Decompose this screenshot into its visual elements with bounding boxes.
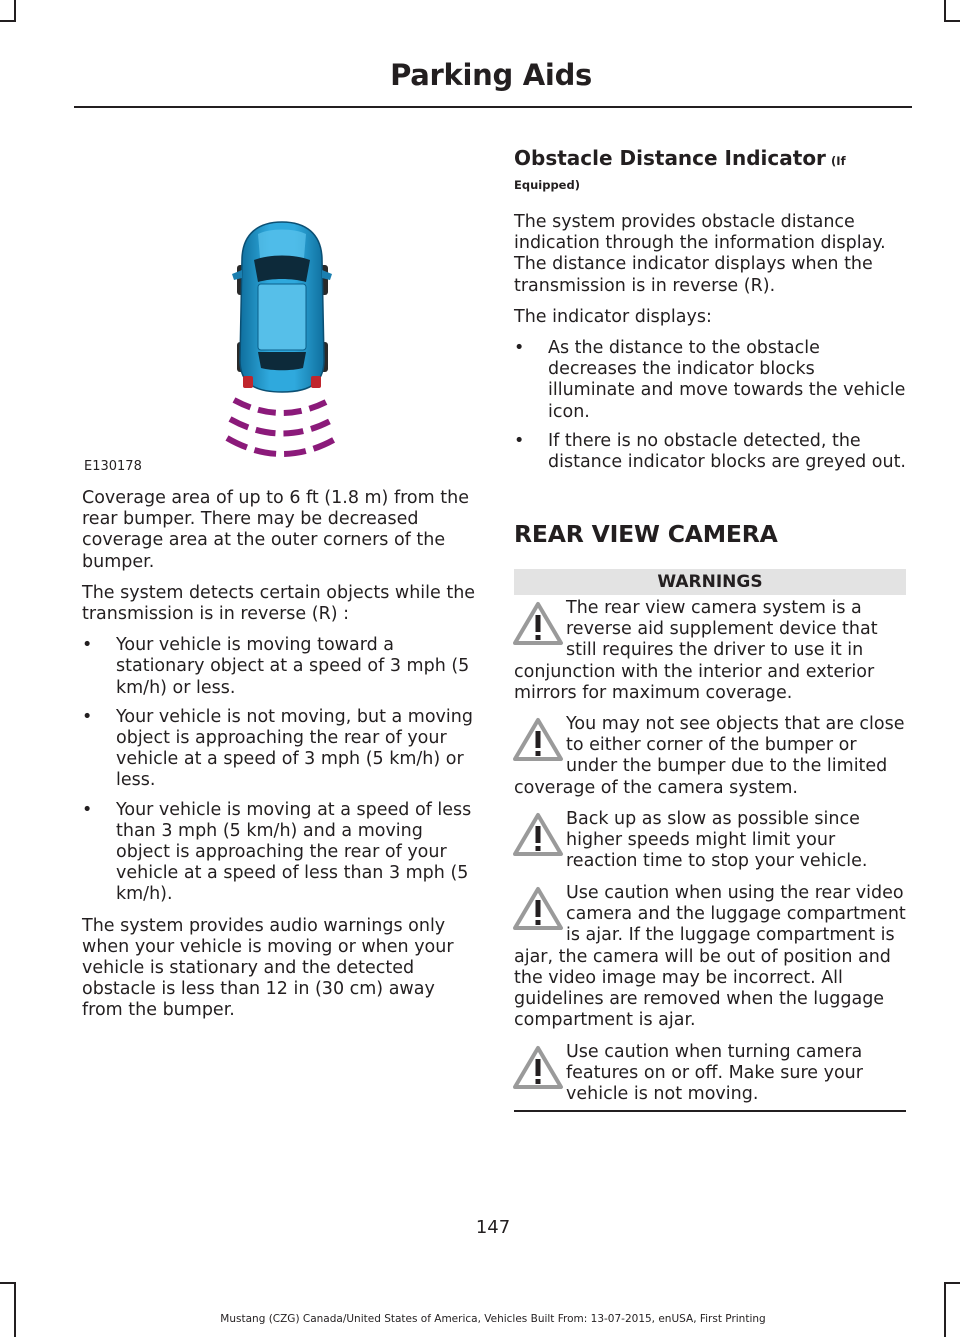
page-number: 147 [475,1217,511,1238]
bullet-glyph: • [82,706,93,727]
bullet-glyph: • [82,799,93,820]
warning-item: Use caution when turning camera features on or off. Make sure your vehicle is not moving. [514,1042,906,1106]
list-item: • Your vehicle is not moving, but a moving object is approaching the rear of your vehicle at a speed of 3 mph (5 km/h) or less. [82,706,473,791]
page-title: Parking Aids [390,58,592,92]
indicator-paragraph: The system provides obstacle distance indication through the information display. The distance indicator displays when the transmission is in reverse (R). [514,212,886,296]
indicator-intro: The indicator displays: [514,306,712,327]
warning-item: Use caution when using the rear video camera and the luggage compartment is ajar. If the luggage compartment is ajar, the camera will be out of position and the video image may be incorrect. All guidelines are removed when the luggage compartment is ajar. [514,883,906,1031]
section-equipped: Equipped) [514,178,580,192]
warning-triangle-icon [512,811,564,859]
crop-mark [0,1282,16,1284]
list-item: • As the distance to the obstacle decreases the indicator blocks illuminate and move towards the vehicle icon. [514,338,906,422]
sensor-coverage-arcs [227,400,337,454]
list-item: • If there is no obstacle detected, the distance indicator blocks are greyed out. [514,430,906,473]
parking-sensor-figure [80,200,480,480]
warnings-end-divider [514,1110,906,1112]
audio-warning-paragraph: The system provides audio warnings only when your vehicle is moving or when your vehicle is stationary and the detected obstacle is less than 12 in (30 cm) away from the bumper. [82,915,454,1021]
car-rear-window [258,352,306,370]
crop-mark [14,1282,16,1337]
warning-triangle-icon [512,600,564,648]
footer-text: Mustang (CZG) Canada/United States of America, Vehicles Built From: 13-07-2015, enUSA, First Printing [220,1313,766,1325]
crop-mark [14,0,16,22]
indicator-list [514,338,906,473]
warning-triangle-icon [512,716,564,764]
taillight [243,376,253,388]
warning-triangle-icon [512,885,564,933]
car-windshield [254,256,310,283]
crop-mark [944,20,960,22]
figure-label: E130178 [84,459,142,474]
obstacle-distance-body [514,212,906,483]
obstacle-distance-heading [514,146,906,192]
warnings-bar: WARNINGS [514,569,906,595]
header-divider [74,106,912,108]
section-title: Obstacle Distance Indicator [514,146,826,170]
bullet-glyph: • [514,338,525,359]
warning-item: The rear view camera system is a reverse aid supplement device that still requires the driver to use it in conjunction with the interior and exterior mirrors for maximum coverage. [514,598,878,703]
bullet-glyph: • [514,430,525,451]
rear-view-camera-heading: REAR VIEW CAMERA [514,520,778,548]
left-column [82,488,477,1032]
list-item: • Your vehicle is moving toward a stationary object at a speed of 3 mph (5 km/h) or less. [82,635,470,698]
warning-item: Back up as slow as possible since higher speeds might limit your reaction time to stop your vehicle. [514,809,906,873]
crop-mark [944,1282,960,1284]
warning-triangle-icon [512,1044,564,1092]
coverage-paragraph: Coverage area of up to 6 ft (1.8 m) from the rear bumper. There may be decreased coverage area at the outer corners of the bumper. [82,488,469,572]
car-top-view-illustration [80,200,480,480]
warning-item: You may not see objects that are close to either corner of the bumper or under the bumper due to the limited coverage of the camera system. [514,714,905,798]
bullet-glyph: • [82,635,93,656]
detection-intro: The system detects certain objects while the transmission is in reverse (R) : [82,582,476,625]
list-item: • Your vehicle is moving at a speed of less than 3 mph (5 km/h) and a moving object is approaching the rear of your vehicle at a speed of less than 3 mph (5 km/h). [82,799,472,905]
detection-list [82,635,477,905]
car-hood [258,230,306,259]
crop-mark [944,1282,946,1337]
section-if: (If [831,154,846,168]
crop-mark [0,20,16,22]
crop-mark [944,0,946,22]
car-roof [258,284,306,350]
taillight [311,376,321,388]
